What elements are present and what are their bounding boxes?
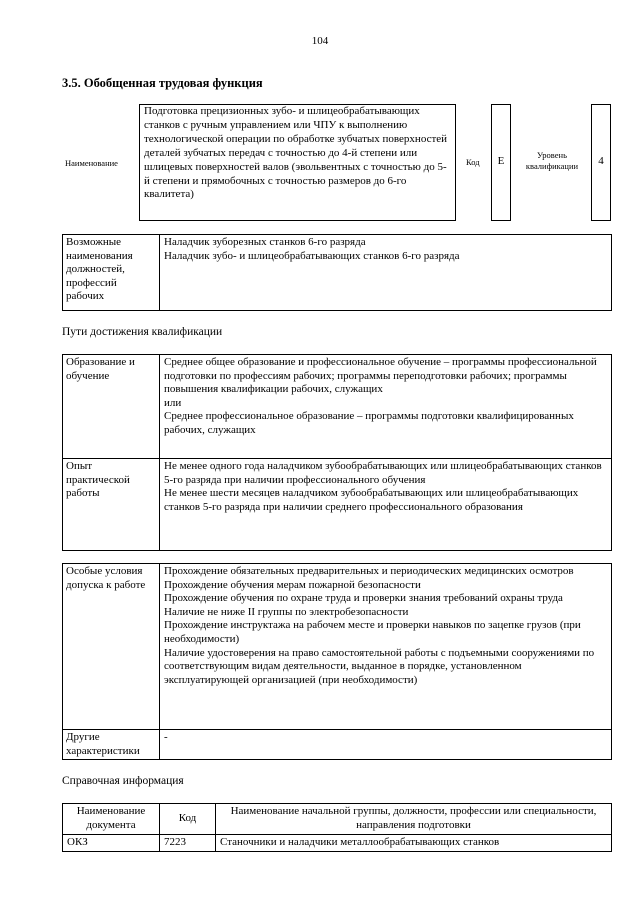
experience-content [160,459,612,551]
experience-label: Опыт практической работы [63,459,160,551]
admission-content [160,564,612,730]
admission-line: Наличие не ниже II группы по электробезопасности [164,605,409,618]
ref-header-code: Код [160,804,216,835]
position-item: Наладчик зубо- и шлицеобрабатывающих станков 6-го разряда [164,249,460,262]
function-name-value: Подготовка прецизионных зубо- и шлицеобрабатывающих станков с ручным управлением или ЧПУ к выполнению технологической операции по обработке зубчатых поверхностей деталей зубчатых передач с точностью до 4-й степени или шлицевых поверхностей валов (эвольвентных с точностью до 5-й степени и прямобочных с точностью размеров до 6-го квалитета) [139,104,456,221]
admission-line: Прохождение обучения мерам пожарной безопасности [164,578,421,591]
other-value: - [160,730,612,760]
reference-caption: Справочная информация [62,775,184,787]
positions-label: Возможные наименования должностей, профессий рабочих [63,235,160,311]
admission-label: Особые условия допуска к работе [63,564,160,730]
admission-line: Прохождение обязательных предварительных и периодических медицинских осмотров [164,565,574,577]
ref-header-document: Наименование документа [63,804,160,835]
code-label: Код [466,157,480,167]
table-row [63,835,612,852]
qualification-table [62,354,612,551]
section-title: 3.5. Обобщенная трудовая функция [62,76,263,90]
name-label: Наименование [65,158,118,168]
admission-line: Прохождение обучения по охране труда и проверки знания требований охраны труда [164,592,563,605]
admission-table [62,563,612,760]
level-label-line-1: Уровень [537,150,567,160]
level-value: 4 [591,104,611,221]
education-label: Образование и обучение [63,355,160,459]
experience-line: Не менее шести месяцев наладчиком зубообрабатывающих или шлицеобрабатывающих станков 5-го разряда при наличии среднего профессионального образования [164,487,579,513]
education-line: или [164,396,182,409]
paths-caption: Пути достижения квалификации [62,326,223,338]
admission-line: Наличие удостоверения на право самостоятельной работы с подъемными сооружениями по соответствующим видам деятельности, выданное в порядке, установленном эксплуатирующей организацией (при необходимости) [164,646,595,686]
positions-table [62,234,612,311]
page-number: 104 [311,35,329,47]
level-label [513,150,591,172]
experience-line: Не менее одного года наладчиком зубообрабатывающих или шлицеобрабатывающих станков 5-го разряда при наличии профессионального обучения [164,460,602,486]
positions-list [160,235,612,311]
education-line: Среднее профессиональное образование – программы подготовки квалифицированных рабочих, служащих [164,410,574,436]
reference-table [62,803,612,852]
code-value: E [491,104,511,221]
position-item: Наладчик зуборезных станков 6-го разряда [164,236,366,248]
level-label-line-2: квалификации [525,161,579,171]
education-line: Среднее общее образование и профессиональное обучение – программы профессиональной подготовки по профессиям рабочих; программы переподготовки рабочих; программы повышения квалификации рабочих, служащих [164,356,597,396]
education-content [160,355,612,459]
ref-cell-code: 7223 [160,835,216,852]
ref-cell-document: ОКЗ [63,835,160,852]
ref-cell-name: Станочники и наладчики металлообрабатывающих станков [216,835,612,852]
ref-header-name: Наименование начальной группы, должности, профессии или специальности, направления подготовки [216,804,612,835]
other-label: Другие характеристики [63,730,160,760]
admission-line: Прохождение инструктажа на рабочем месте и проверки навыков по зацепке грузов (при необходимости) [164,619,581,645]
